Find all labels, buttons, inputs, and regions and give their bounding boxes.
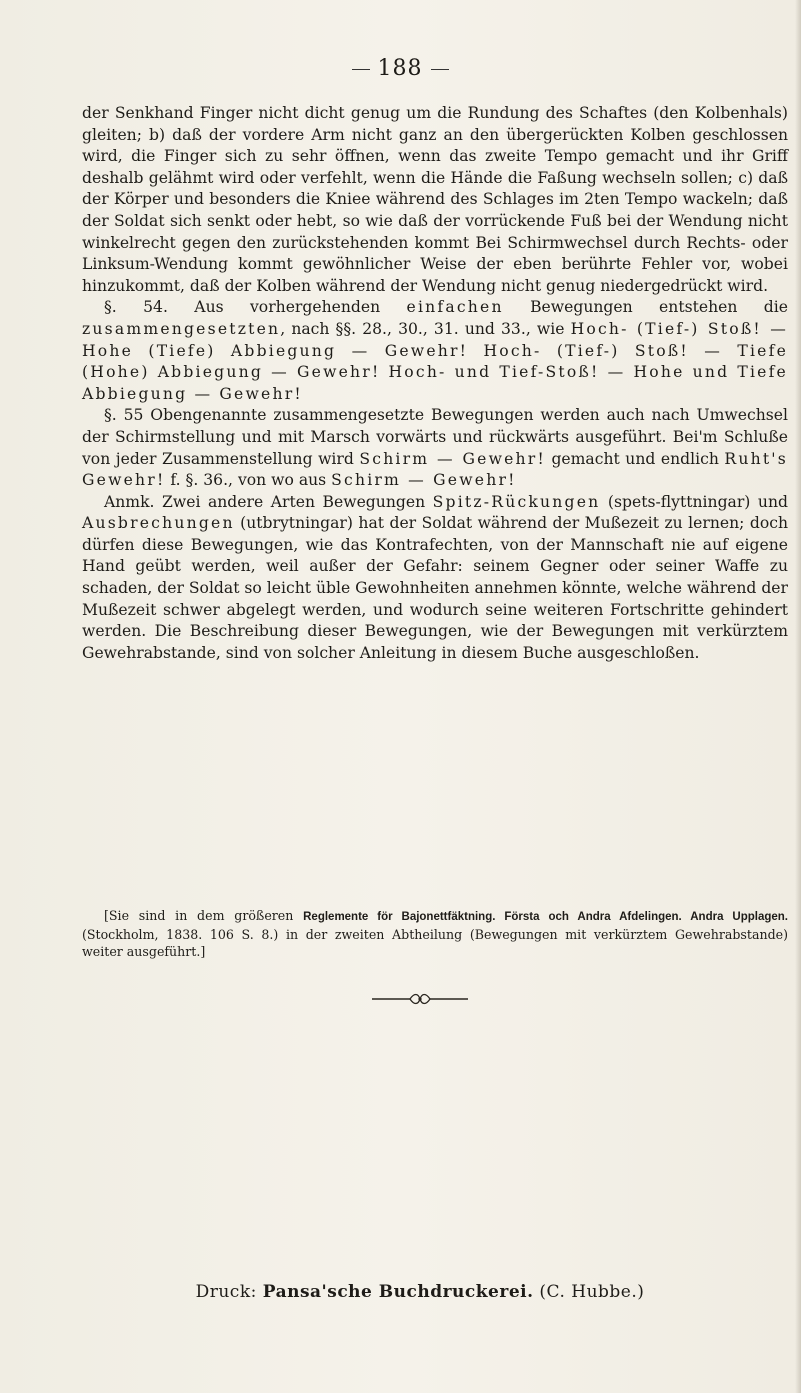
p55-command-schirm-1: Schirm — Gewehr! bbox=[359, 449, 546, 468]
page-number-dash-left bbox=[352, 69, 370, 70]
footnote-text-c: (Stockholm, 1838. 106 S. 8.) in der zweiten Abtheilung (Bewegungen mit verkürztem Gewehrabstande) weiter ausgeführt.] bbox=[82, 927, 788, 959]
footnote-source-title: Reglemente för Bajonettfäktning. Första och Andra Afdelingen. Andra Upplagen. bbox=[303, 911, 788, 923]
p55-command-ruhts: Ruht's Gewehr! bbox=[82, 449, 788, 490]
footnote-paragraph bbox=[82, 907, 788, 960]
ornament-divider bbox=[370, 991, 470, 1007]
anmk-text-b: (spets-flyttningar) und bbox=[600, 492, 788, 511]
p55-text-a: §. 55 Obengenannte zusammengesetzte Bewegungen werden auch nach Umwechsel der Schirmstellung und mit Marsch vorwärts und rückwärts ausgeführt. Bei'm Schluße von jeder Zusammenstellung wird bbox=[82, 406, 788, 468]
p54-term-zusammengesetzten: zusammengesetzten bbox=[82, 319, 281, 338]
p55-command-schirm-2: Schirm — Gewehr! bbox=[331, 471, 517, 490]
p54-commands: Hoch- (Tief-) Stoß! — Hohe (Tiefe) Abbiegung — Gewehr! Hoch- (Tief-) Stoß! — Tiefe (Hohe) Abbiegung — Gewehr! Hoch- und Tief-Stoß! — Hohe und Tiefe Abbiegung — Gewehr! bbox=[82, 319, 788, 403]
imprint-press-name: Pansa'sche Buchdruckerei. bbox=[262, 1282, 534, 1302]
paragraph-54 bbox=[82, 297, 788, 405]
imprint-label: Druck: bbox=[195, 1282, 257, 1302]
footnote bbox=[82, 907, 788, 960]
anmk-term-spitz-rueckungen: Spitz-Rückungen bbox=[432, 492, 601, 511]
printer-imprint bbox=[190, 1282, 650, 1302]
p55-text-b: gemacht und endlich bbox=[545, 449, 725, 468]
paragraph-1: der Senkhand Finger nicht dicht genug um die Rundung des Schaftes (den Kolbenhals) gleiten; b) daß der vordere Arm nicht ganz an den übergerückten Kolben geschlossen wird, die Finger sich zu sehr öffnen, wenn das zweite Tempo gemacht und ihr Griff deshalb gelähmt wird oder verfehlt, wenn die Hände die Faßung wechseln sollen; c) daß der Körper und besonders die Kniee während des Schlages im 2ten Tempo wackeln; daß der Soldat sich senkt oder hebt, so wie daß der vorrückende Fuß bei der Wendung nicht winkelrecht gegen den zurückstehenden kommt Bei Schirmwechsel durch Rechts- oder Linksum-Wendung kommt gewöhnlicher Weise der eben berührte Fehler vor, wobei hinzukommt, daß der Kolben während der Wendung nicht genug niedergedrückt wird. bbox=[82, 104, 788, 295]
imprint-printer-name: (C. Hubbe.) bbox=[539, 1282, 645, 1302]
page-edge-shadow bbox=[795, 0, 801, 1393]
anmk-text-c: (utbrytningar) hat der Soldat während der Mußezeit zu lernen; doch dürfen diese Bewegungen, wie das Kontrafechten, von der Mannschaft nie auf eigene Hand geübt werden, weil außer der Gefahr: seinem Gegner oder seiner Waffe zu schaden, der Soldat so leicht üble Gewohnheiten annehmen könnte, welche während der Mußezeit schwer abgelegt werden, und wodurch seine weiteren Fortschritte gehindert werden. Die Beschreibung dieser Bewegungen, wie der Bewegungen mit verkürztem Gewehrabstande, sind von solcher Anleitung in diesem Buche ausgeschloßen. bbox=[82, 514, 788, 662]
paragraph-anmerkung bbox=[82, 492, 788, 665]
p54-text-a: §. 54. Aus vorhergehenden bbox=[104, 298, 407, 317]
anmk-text-a: Anmk. Zwei andere Arten Bewegungen bbox=[104, 492, 433, 511]
main-text bbox=[82, 103, 788, 664]
p55-text-c: f. §. 36., von wo aus bbox=[165, 471, 332, 490]
footnote-text-a: [Sie sind in dem größeren bbox=[104, 908, 304, 923]
page-number-dash-right bbox=[431, 69, 449, 70]
p54-term-einfachen: einfachen bbox=[406, 298, 504, 317]
paragraph-55 bbox=[82, 405, 788, 491]
page-number-value: 188 bbox=[377, 56, 423, 81]
p54-text-b: Bewegungen entstehen die bbox=[503, 298, 788, 317]
p54-text-c: , nach §§. 28., 30., 31. und 33., wie bbox=[280, 319, 571, 338]
anmk-term-ausbrechungen: Ausbrechungen bbox=[82, 514, 235, 533]
page-number bbox=[340, 56, 460, 81]
